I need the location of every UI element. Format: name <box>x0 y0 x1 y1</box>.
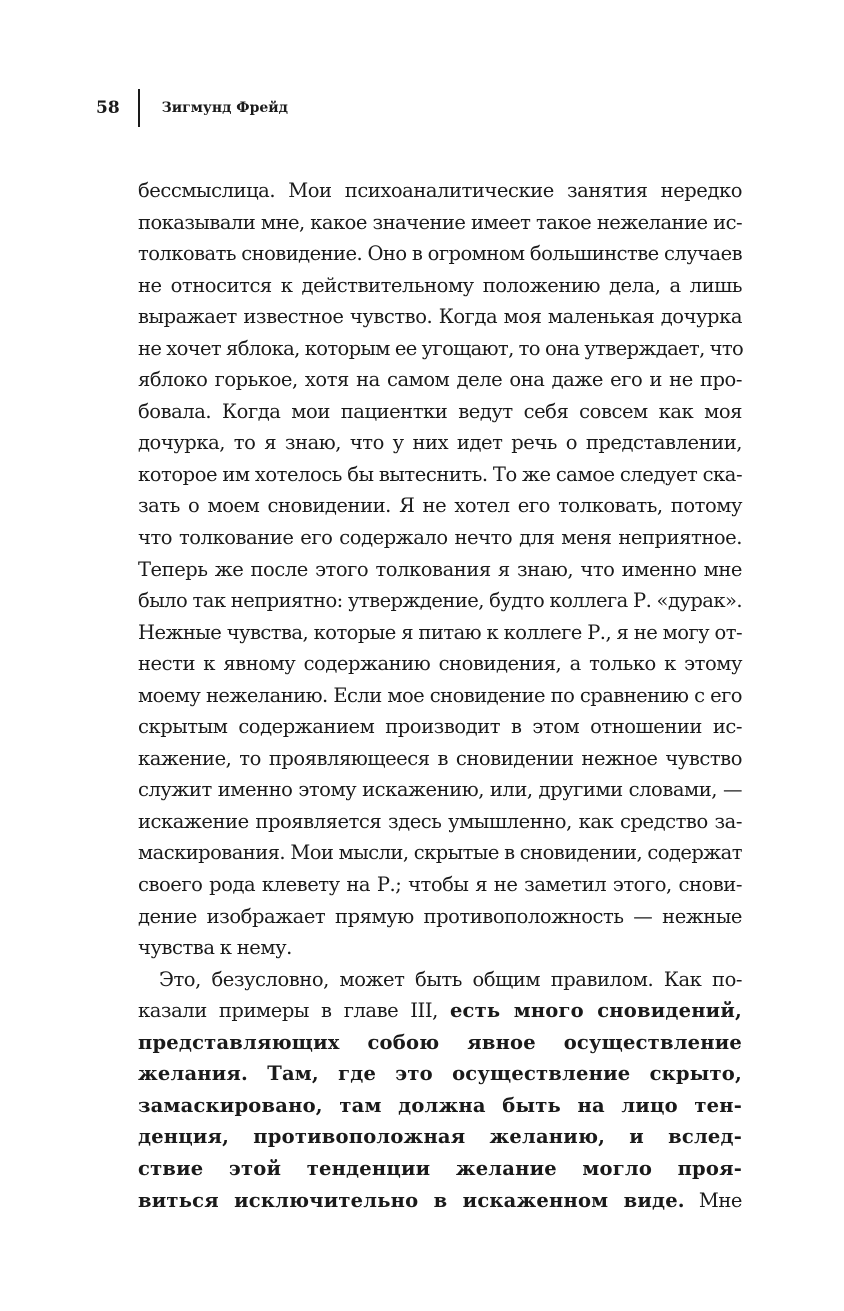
text-line: своего рода клевету на Р.; чтобы я не заметил этого, снови- <box>138 873 742 897</box>
text-line: Это, безусловно, может быть общим правилом. Как по- <box>159 967 742 991</box>
page-number: 58 <box>96 98 120 118</box>
text-line: выражает известное чувство. Когда моя маленькая дочурка <box>138 305 742 329</box>
text-line: Теперь же после этого толкования я знаю, что именно мне <box>138 557 742 581</box>
text-line: бовала. Когда мои пациентки ведут себя совсем как моя <box>138 399 742 423</box>
text-line: служит именно этому искажению, или, другими словами, — <box>138 778 742 802</box>
paragraph-2 <box>138 964 742 1216</box>
text-line <box>138 995 742 1027</box>
text-line: толковать сновидение. Оно в огромном большинстве случаев <box>138 242 742 266</box>
text-line: дение изображает прямую противоположность — нежные <box>138 904 742 928</box>
text-line <box>138 1185 742 1217</box>
text-line: кажение, то проявляющееся в сновидении нежное чувство <box>138 746 742 770</box>
text-line: что толкование его содержало нечто для меня неприятное. <box>138 526 742 550</box>
text-line: яблоко горькое, хотя на самом деле она даже его и не про- <box>138 368 742 392</box>
emphasis-text: виться исключительно в искаженном виде. <box>138 1188 685 1212</box>
text-line: показывали мне, какое значение имеет такое нежелание ис- <box>138 210 742 234</box>
text-line: чувства к нему. <box>138 936 292 960</box>
running-header <box>96 88 288 128</box>
text-line: которое им хотелось бы вытеснить. То же самое следует ска- <box>138 462 743 486</box>
text-line: маскирования. Мои мысли, скрытые в сновидении, содержат <box>138 841 742 865</box>
paragraph-1 <box>138 175 742 964</box>
text-line: моему нежеланию. Если мое сновидение по сравнению с его <box>138 683 742 707</box>
emphasis-line: желания. Там, где это осуществление скрыто, <box>138 1062 742 1086</box>
emphasis-text: есть много сновидений, <box>449 999 742 1023</box>
plain-text: казали примеры в главе III, <box>138 999 450 1023</box>
running-title: Зигмунд Фрейд <box>161 100 288 116</box>
text-line: было так неприятно: утверждение, будто коллега Р. «дурак». <box>138 589 742 613</box>
text-line: скрытым содержанием производит в этом отношении ис- <box>138 715 742 739</box>
text-line: искажение проявляется здесь умышленно, как средство за- <box>138 809 742 833</box>
text-line: бессмыслица. Мои психоаналитические занятия нередко <box>138 179 742 202</box>
plain-text: Мне <box>684 1188 742 1212</box>
body-text <box>138 175 742 1216</box>
emphasis-line: представляющих собою явное осуществление <box>138 1030 742 1054</box>
text-line: Нежные чувства, которые я питаю к коллеге Р., я не могу от- <box>138 620 742 644</box>
emphasis-line: ствие этой тенденции желание могло проя- <box>138 1156 742 1180</box>
emphasis-line: денция, противоположная желанию, и вслед- <box>138 1125 742 1149</box>
header-divider <box>138 89 140 127</box>
text-line: не хочет яблока, которым ее угощают, то она утверждает, что <box>138 336 744 360</box>
text-line: не относится к действительному положению дела, а лишь <box>138 273 742 297</box>
emphasis-line: замаскировано, там должна быть на лицо тен- <box>138 1093 742 1117</box>
text-line: нести к явному содержанию сновидения, а только к этому <box>138 652 742 676</box>
text-line: зать о моем сновидении. Я не хотел его толковать, потому <box>138 494 742 518</box>
text-line: дочурка, то я знаю, что у них идет речь о представлении, <box>138 431 742 455</box>
